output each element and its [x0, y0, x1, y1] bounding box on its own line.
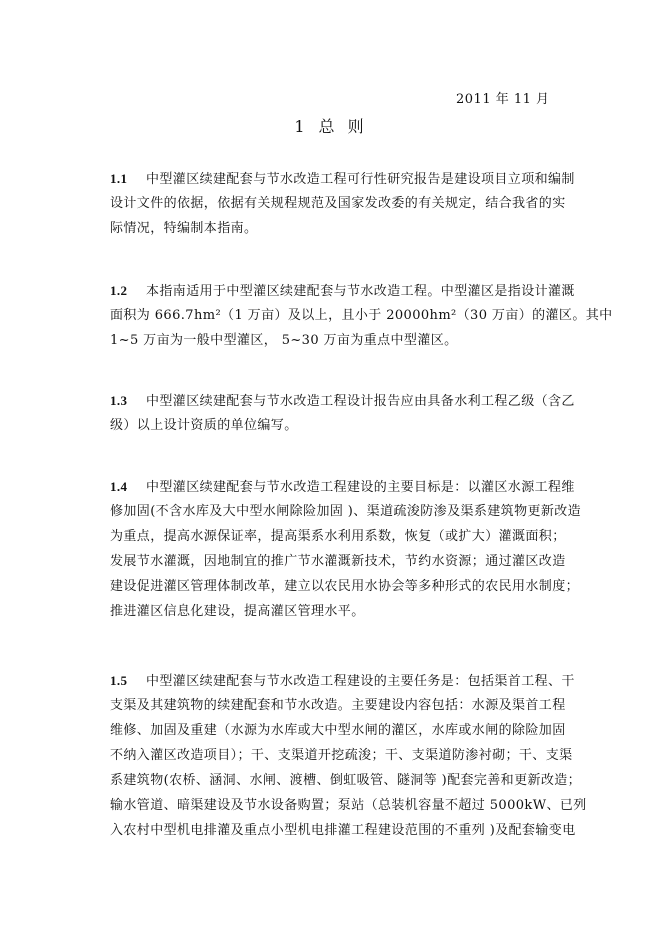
- section-1-2: [110, 278, 613, 353]
- paragraph-line: 面积为 666.7hm²（1 万亩）及以上，且小于 20000hm²（30 万亩）的灌区。其中: [110, 308, 613, 323]
- paragraph-line: 推进灌区信息化建设，提高灌区管理水平。: [110, 604, 365, 619]
- paragraph-line: 际情况，特编制本指南。: [110, 221, 258, 236]
- paragraph-line: 中型灌区续建配套与节水改造工程可行性研究报告是建设项目立项和编制: [146, 172, 575, 187]
- section-1-4: [110, 474, 582, 624]
- paragraph-line: 级）以上设计资质的单位编写。: [110, 418, 298, 433]
- chapter-number: 1: [294, 117, 309, 136]
- paragraph-line: 1~5 万亩为一般中型灌区， 5~30 万亩为重点中型灌区。: [110, 333, 458, 348]
- chapter-heading: [0, 114, 662, 137]
- chapter-title: 总 则: [318, 117, 368, 136]
- paragraph-line: 入农村中型机电排灌及重点小型机电排灌工程建设范围的不重列 )及配套输变电: [110, 823, 576, 838]
- section-number: 1.5: [110, 673, 128, 688]
- paragraph-line: 发展节水灌溉，因地制宜的推广节水灌溉新技术，节约水资源；通过灌区改造: [110, 554, 566, 569]
- section-number: 1.1: [110, 171, 128, 186]
- section-1-5: [110, 668, 587, 843]
- paragraph-line: 设计文件的依据，依据有关规程规范及国家发改委的有关规定，结合我省的实: [110, 196, 566, 211]
- paragraph-line: 支渠及其建筑物的续建配套和节水改造。主要建设内容包括：水源及渠首工程: [110, 698, 566, 713]
- paragraph-line: 中型灌区续建配套与节水改造工程设计报告应由具备水利工程乙级（含乙: [146, 394, 575, 409]
- paragraph-line: 为重点，提高水源保证率，提高渠系水利用系数，恢复（或扩大）灌溉面积；: [110, 529, 566, 544]
- paragraph-line: 中型灌区续建配套与节水改造工程建设的主要任务是：包括渠首工程、干: [146, 674, 575, 689]
- section-number: 1.4: [110, 479, 128, 494]
- paragraph-line: 中型灌区续建配套与节水改造工程建设的主要目标是：以灌区水源工程维: [146, 480, 575, 495]
- paragraph-line: 输水管道、暗渠建设及节水设备购置；泵站（总装机容量不超过 5000kW、已列: [110, 798, 587, 813]
- paragraph-line: 修加固(不含水库及大中型水闸除险加固 )、渠道疏浚防渗及渠系建筑物更新改造: [110, 504, 582, 519]
- paragraph-line: 系建筑物(农桥、涵洞、水闸、渡槽、倒虹吸管、隧洞等 )配套完善和更新改造；: [110, 773, 582, 788]
- paragraph-line: 不纳入灌区改造项目）；干、支渠道开挖疏浚；干、支渠道防渗衬砌；干、支渠: [110, 748, 573, 763]
- section-1-3: [110, 388, 575, 438]
- section-1-1: [110, 166, 575, 241]
- section-number: 1.3: [110, 393, 128, 408]
- paragraph-line: 维修、加固及重建（水源为水库或大中型水闸的灌区，水库或水闸的除险加固: [110, 723, 566, 738]
- paragraph-line: 本指南适用于中型灌区续建配套与节水改造工程。中型灌区是指设计灌溉: [146, 284, 575, 299]
- document-date: 2011 年 11 月: [456, 92, 550, 107]
- paragraph-line: 建设促进灌区管理体制改革，建立以农民用水协会等多种形式的农民用水制度；: [110, 579, 580, 594]
- section-number: 1.2: [110, 283, 128, 298]
